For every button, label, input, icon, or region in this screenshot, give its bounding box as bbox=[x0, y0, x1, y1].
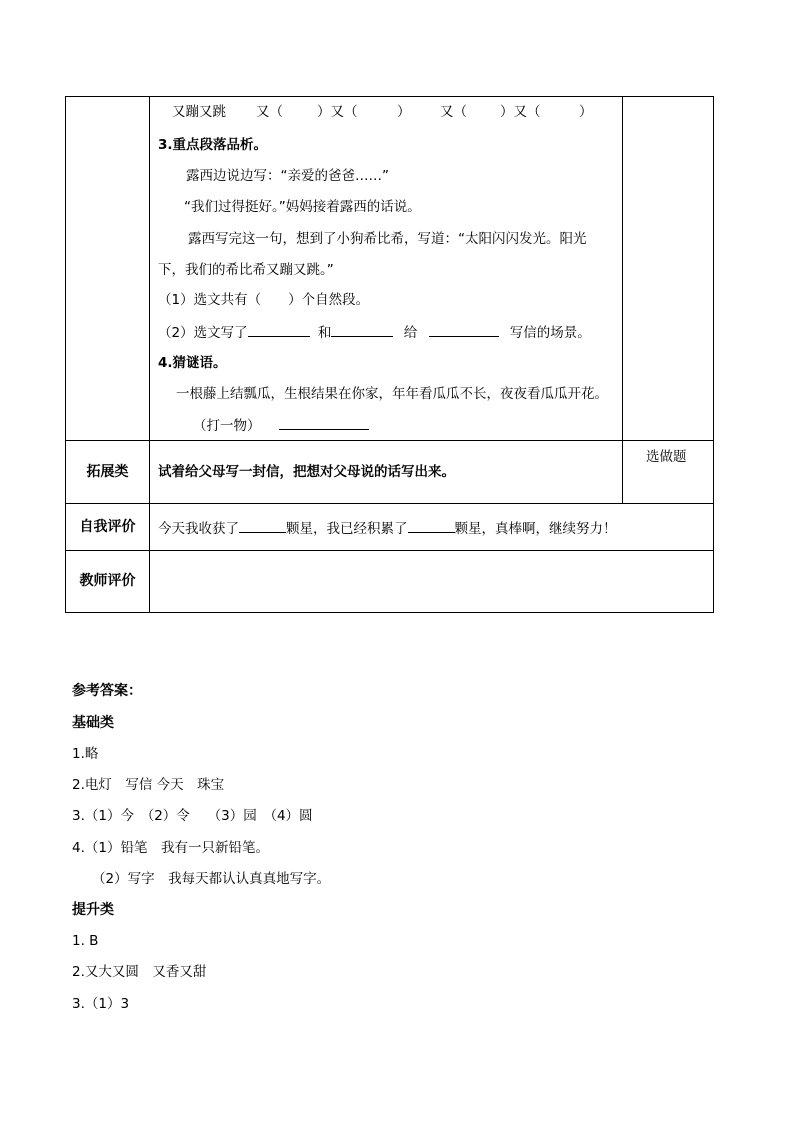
answer-blank bbox=[248, 322, 310, 337]
table-row-divider bbox=[65, 440, 714, 441]
table-border-bottom bbox=[65, 612, 714, 613]
self-eval-sentence bbox=[158, 518, 617, 538]
line-item-blank-open: 又（ bbox=[256, 104, 283, 120]
answer-line: 1. B bbox=[72, 933, 99, 949]
sub-question-2-give: 给 bbox=[403, 325, 418, 341]
answer-blank bbox=[408, 518, 455, 533]
answer-line: 2.电灯 写信 今天 珠宝 bbox=[72, 777, 225, 793]
answer-line: 4.（1）铅笔 我有一只新铅笔。 bbox=[72, 840, 269, 856]
line-item-blank-mid: ）又（ bbox=[317, 104, 358, 120]
answer-blank bbox=[239, 518, 286, 533]
passage-paragraph: 露西边说边写：“亲爱的爸爸……” bbox=[186, 168, 389, 184]
sub-question-1: （1）选文共有（ ）个自然段。 bbox=[158, 292, 370, 308]
table-row-divider bbox=[65, 550, 714, 551]
table-column-divider bbox=[622, 96, 623, 504]
answer-line: 2.又大又圆 又香又甜 bbox=[72, 964, 207, 980]
table-border-right bbox=[713, 96, 714, 613]
basic-heading: 基础类 bbox=[72, 715, 114, 731]
line-item-blank-close: ） bbox=[579, 104, 593, 120]
self-eval-part: 颗星，我已经积累了 bbox=[286, 521, 408, 537]
optional-note: 选做题 bbox=[646, 449, 687, 465]
advanced-heading: 提升类 bbox=[72, 902, 114, 918]
self-eval-part: 今天我收获了 bbox=[158, 521, 239, 537]
answer-line: 1.略 bbox=[72, 746, 99, 762]
line-item-blank-close: ） bbox=[397, 104, 411, 120]
answers-heading: 参考答案： bbox=[72, 683, 142, 699]
category-extend: 拓展类 bbox=[86, 464, 129, 480]
sub-question-2 bbox=[158, 322, 591, 342]
passage-paragraph: “我们过得挺好。”妈妈接着露西的话说。 bbox=[184, 199, 421, 215]
riddle-text: 一根藤上结瓢瓜，生根结果在你家，年年看瓜瓜不长，夜夜看瓜瓜开花。 bbox=[176, 386, 608, 402]
answer-line: 3.（1）今 （2）令 （3）园 （4）圆 bbox=[72, 808, 313, 824]
line-item-blank-open: 又（ bbox=[440, 104, 467, 120]
sub-question-2-and: 和 bbox=[317, 325, 332, 341]
category-self-eval: 自我评价 bbox=[79, 519, 136, 535]
answer-line: 3.（1）3 bbox=[72, 996, 130, 1012]
self-eval-part: 颗星，真棒啊，继续努力！ bbox=[454, 521, 617, 537]
table-column-divider bbox=[149, 96, 150, 613]
category-teacher-eval: 教师评价 bbox=[79, 573, 136, 589]
riddle-hint-line bbox=[193, 415, 369, 435]
answer-line: （2）写字 我每天都认认真真地写字。 bbox=[92, 871, 331, 887]
question-4-title: 4.猜谜语。 bbox=[158, 355, 227, 371]
question-3-title: 3.重点段落品析。 bbox=[158, 137, 268, 153]
extend-task: 试着给父母写一封信，把想对父母说的话写出来。 bbox=[158, 464, 455, 480]
passage-paragraph: 露西写完这一句，想到了小狗希比希，写道：“太阳闪闪发光。阳光 bbox=[188, 231, 587, 247]
table-border-top bbox=[65, 96, 714, 97]
riddle-hint: （打一物） bbox=[193, 418, 261, 434]
sub-question-2-prefix: （2）选文写了 bbox=[158, 325, 248, 341]
passage-paragraph: 下，我们的希比希又蹦又跳。” bbox=[158, 262, 334, 278]
line-item-blank-mid: ）又（ bbox=[500, 104, 541, 120]
answer-blank bbox=[331, 322, 393, 337]
table-row-divider bbox=[65, 503, 714, 504]
answer-blank bbox=[429, 322, 499, 337]
sub-question-2-suffix: 写信的场景。 bbox=[509, 325, 591, 341]
line-item-example: 又蹦又跳 bbox=[172, 104, 226, 120]
answer-blank bbox=[279, 415, 369, 430]
